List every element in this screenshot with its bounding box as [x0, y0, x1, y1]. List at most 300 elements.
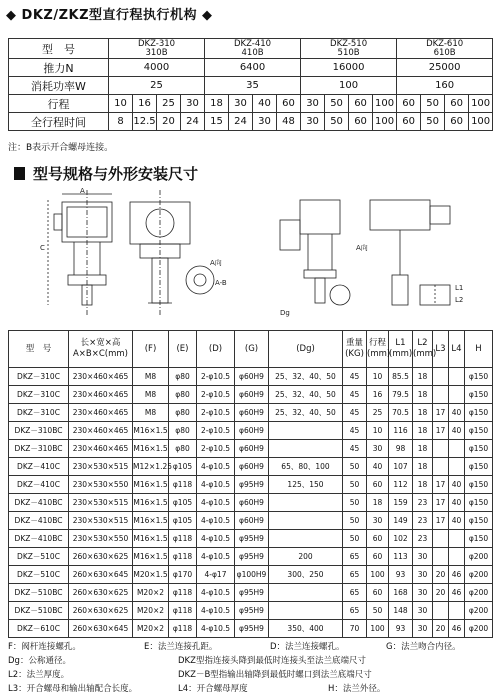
spec-stroke-cell: 60: [277, 95, 301, 113]
table-cell: 20: [433, 584, 449, 602]
table-cell: φ150: [465, 368, 493, 386]
dimension-header-cell: 行程 (mm): [367, 331, 389, 368]
table-cell: φ170: [169, 566, 197, 584]
spec-time-cell: 15: [205, 113, 229, 131]
table-cell: DKZ－410BC: [9, 512, 69, 530]
table-row: [9, 458, 493, 476]
table-cell: φ150: [465, 440, 493, 458]
table-cell: 230×460×465: [69, 386, 133, 404]
table-cell: φ105: [169, 458, 197, 476]
table-cell: 4-φ10.5: [197, 512, 235, 530]
table-cell: 2-φ10.5: [197, 404, 235, 422]
table-cell: 25: [367, 404, 389, 422]
table-cell: 30: [413, 548, 433, 566]
dimension-header-cell: 长×宽×高 A×B×C(mm): [69, 331, 133, 368]
table-cell: 112: [389, 476, 413, 494]
front-view-drawing: [48, 190, 112, 315]
table-cell: 10: [367, 422, 389, 440]
dimension-header-cell: L1 (mm): [389, 331, 413, 368]
table-cell: M16×1.5: [133, 422, 169, 440]
table-cell: DKZ－510BC: [9, 602, 69, 620]
table-cell: 18: [413, 404, 433, 422]
table-cell: 2-φ10.5: [197, 422, 235, 440]
table-cell: φ95H9: [235, 476, 269, 494]
table-cell: 46: [449, 584, 465, 602]
table-cell: φ200: [465, 566, 493, 584]
legend-l3: L3：开合螺母和输出轴配合长度。: [8, 684, 138, 694]
drawing-label-view: A向: [210, 259, 222, 267]
spec-power: 25: [109, 77, 205, 95]
legend-g: G：法兰吻合内径。: [386, 642, 461, 652]
table-cell: φ80: [169, 386, 197, 404]
spec-time-cell: 60: [445, 113, 469, 131]
drawing-label-dgb: Dg: [280, 309, 290, 317]
table-cell: 40: [449, 422, 465, 440]
spec-stroke-cell: 18: [205, 95, 229, 113]
table-cell: 149: [389, 512, 413, 530]
drawing-label-view-b: A向: [356, 244, 368, 252]
table-cell: φ150: [465, 422, 493, 440]
table-cell: 350、400: [269, 620, 343, 638]
table-cell: 23: [413, 512, 433, 530]
table-row: [9, 602, 493, 620]
table-cell: DKZ－410BC: [9, 494, 69, 512]
table-cell: φ150: [465, 386, 493, 404]
spec-stroke-cell: 60: [445, 95, 469, 113]
table-row: [9, 620, 493, 638]
table-cell: 260×630×625: [69, 548, 133, 566]
table-cell: 230×460×465: [69, 440, 133, 458]
right-view-drawing: [280, 200, 450, 305]
table-cell: φ118: [169, 530, 197, 548]
table-cell: φ200: [465, 548, 493, 566]
legend-l4: L4：开合螺母厚度: [178, 684, 248, 694]
spec-thrust: 6400: [205, 59, 301, 77]
dimension-header-row: [9, 331, 493, 368]
table-row: [9, 530, 493, 548]
table-cell: φ95H9: [235, 548, 269, 566]
table-cell: [433, 602, 449, 620]
table-cell: 65: [343, 602, 367, 620]
table-row: [9, 422, 493, 440]
table-cell: 4-φ10.5: [197, 602, 235, 620]
spec-time-cell: 60: [397, 113, 421, 131]
table-cell: 50: [343, 458, 367, 476]
table-cell: 79.5: [389, 386, 413, 404]
table-cell: [433, 458, 449, 476]
spec-stroke-cell: 30: [301, 95, 325, 113]
dimension-header-cell: 型 号: [9, 331, 69, 368]
table-cell: M8: [133, 404, 169, 422]
dimension-header-cell: (E): [169, 331, 197, 368]
table-cell: 46: [449, 620, 465, 638]
table-cell: 20: [433, 566, 449, 584]
table-cell: 4-φ10.5: [197, 584, 235, 602]
table-cell: DKZ－310C: [9, 386, 69, 404]
table-cell: 159: [389, 494, 413, 512]
table-cell: 98: [389, 440, 413, 458]
table-cell: φ150: [465, 404, 493, 422]
table-cell: 2-φ10.5: [197, 368, 235, 386]
table-cell: φ60H9: [235, 368, 269, 386]
table-cell: M20×1.5: [133, 566, 169, 584]
table-cell: 102: [389, 530, 413, 548]
table-cell: [449, 368, 465, 386]
spec-model: DKZ-510 510B: [301, 39, 397, 59]
spec-stroke-cell: 50: [421, 95, 445, 113]
table-cell: 18: [413, 476, 433, 494]
outline-drawings: [40, 187, 480, 325]
table-cell: 40: [449, 512, 465, 530]
spec-power: 35: [205, 77, 301, 95]
legend-l1-dkzb: DKZ－B型指输出轴降到最低时螺口到法兰底端尺寸: [178, 670, 372, 680]
table-cell: 4-φ10.5: [197, 530, 235, 548]
spec-time-cell: 24: [181, 113, 205, 131]
table-cell: 50: [367, 602, 389, 620]
spec-stroke-cell: 50: [325, 95, 349, 113]
table-cell: 60: [367, 530, 389, 548]
spec-time-cell: 30: [253, 113, 277, 131]
spec-time-cell: 12.5: [133, 113, 157, 131]
table-cell: 30: [413, 584, 433, 602]
table-cell: M20×2: [133, 584, 169, 602]
table-row: [9, 476, 493, 494]
table-cell: 300、250: [269, 566, 343, 584]
table-cell: 45: [343, 422, 367, 440]
table-cell: [269, 494, 343, 512]
table-row: [9, 584, 493, 602]
table-cell: 40: [449, 494, 465, 512]
spec-time-cell: 24: [229, 113, 253, 131]
legend: [8, 640, 492, 696]
table-cell: 25、32、40、50: [269, 404, 343, 422]
table-cell: 4-φ17: [197, 566, 235, 584]
table-cell: [433, 548, 449, 566]
table-cell: M16×1.5: [133, 512, 169, 530]
table-cell: [269, 440, 343, 458]
table-cell: DKZ－410C: [9, 458, 69, 476]
spec-stroke-cell: 30: [229, 95, 253, 113]
table-cell: [269, 530, 343, 548]
table-cell: DKZ－410C: [9, 476, 69, 494]
table-cell: DKZ－610C: [9, 620, 69, 638]
table-cell: 45: [343, 404, 367, 422]
dimension-header-cell: (G): [235, 331, 269, 368]
spec-thrust-label: 推力N: [9, 59, 109, 77]
table-row: [9, 386, 493, 404]
table-cell: 17: [433, 476, 449, 494]
table-cell: φ80: [169, 422, 197, 440]
section-title-text: 型号规格与外形安装尺寸: [33, 165, 199, 183]
table-cell: 4-φ10.5: [197, 620, 235, 638]
table-cell: 260×630×625: [69, 602, 133, 620]
table-cell: 18: [413, 458, 433, 476]
table-cell: 17: [433, 494, 449, 512]
table-cell: M16×1.5: [133, 476, 169, 494]
table-cell: φ150: [465, 494, 493, 512]
table-cell: M16×1.5: [133, 494, 169, 512]
legend-e: E：法兰连接孔距。: [144, 642, 218, 652]
table-row: [9, 440, 493, 458]
table-cell: 17: [433, 512, 449, 530]
table-cell: [269, 512, 343, 530]
table-cell: 85.5: [389, 368, 413, 386]
drawing-label-a: A: [80, 187, 85, 195]
table-cell: φ118: [169, 584, 197, 602]
dimension-header-cell: (Dg): [269, 331, 343, 368]
table-row: [9, 368, 493, 386]
dimension-header-cell: L3: [433, 331, 449, 368]
spec-stroke-cell: 60: [349, 95, 373, 113]
section-title: [14, 163, 198, 184]
table-cell: 230×460×465: [69, 368, 133, 386]
table-cell: 16: [367, 386, 389, 404]
table-cell: [449, 530, 465, 548]
table-cell: 2-φ10.5: [197, 440, 235, 458]
table-row: [9, 494, 493, 512]
table-cell: 168: [389, 584, 413, 602]
table-cell: DKZ－510C: [9, 566, 69, 584]
table-cell: φ80: [169, 404, 197, 422]
spec-time-label: 全行程时间: [9, 113, 109, 131]
table-cell: [269, 422, 343, 440]
drawing-label-c: C: [40, 244, 45, 252]
spec-time-cell: 60: [349, 113, 373, 131]
table-cell: 230×530×550: [69, 530, 133, 548]
spec-header-label: 型 号: [9, 39, 109, 59]
spec-model: DKZ-410 410B: [205, 39, 301, 59]
table-cell: 65: [343, 584, 367, 602]
table-cell: M16×1.5: [133, 440, 169, 458]
spec-stroke-label: 行程: [9, 95, 109, 113]
table-cell: 4-φ10.5: [197, 548, 235, 566]
table-cell: φ150: [465, 458, 493, 476]
legend-l2: L2：法兰厚度。: [8, 670, 70, 680]
table-cell: 30: [413, 566, 433, 584]
table-cell: φ60H9: [235, 404, 269, 422]
table-cell: φ95H9: [235, 602, 269, 620]
table-cell: 10: [367, 368, 389, 386]
table-cell: DKZ－310C: [9, 368, 69, 386]
table-cell: [449, 440, 465, 458]
table-cell: 230×530×515: [69, 494, 133, 512]
table-cell: 50: [343, 494, 367, 512]
spec-model: DKZ-610 610B: [397, 39, 493, 59]
table-cell: φ150: [465, 476, 493, 494]
table-cell: 50: [343, 476, 367, 494]
table-cell: 230×460×465: [69, 422, 133, 440]
table-cell: M8: [133, 368, 169, 386]
table-cell: M20×2: [133, 620, 169, 638]
table-cell: 50: [343, 530, 367, 548]
spec-time-cell: 50: [325, 113, 349, 131]
table-cell: 45: [343, 440, 367, 458]
spec-time-cell: 48: [277, 113, 301, 131]
table-cell: φ60H9: [235, 512, 269, 530]
table-cell: 17: [433, 422, 449, 440]
spec-stroke-cell: 60: [397, 95, 421, 113]
table-cell: 30: [413, 620, 433, 638]
table-cell: 30: [367, 512, 389, 530]
dimension-header-cell: L4: [449, 331, 465, 368]
table-cell: 30: [367, 440, 389, 458]
table-cell: φ95H9: [235, 584, 269, 602]
table-cell: 100: [367, 620, 389, 638]
table-row: [9, 548, 493, 566]
table-cell: [449, 548, 465, 566]
table-cell: 4-φ10.5: [197, 476, 235, 494]
table-cell: φ118: [169, 602, 197, 620]
table-cell: φ60H9: [235, 458, 269, 476]
table-cell: 40: [449, 404, 465, 422]
square-bullet-icon: [14, 167, 25, 180]
table-cell: [433, 368, 449, 386]
spec-stroke-cell: 100: [469, 95, 493, 113]
spec-power: 160: [397, 77, 493, 95]
table-cell: 40: [367, 458, 389, 476]
table-cell: 60: [367, 476, 389, 494]
table-cell: φ150: [465, 530, 493, 548]
table-cell: M20×2: [133, 602, 169, 620]
table-cell: DKZ－310BC: [9, 422, 69, 440]
table-cell: φ80: [169, 440, 197, 458]
table-cell: φ200: [465, 602, 493, 620]
spec-stroke-cell: 16: [133, 95, 157, 113]
spec-time-cell: 50: [421, 113, 445, 131]
table-row: [9, 566, 493, 584]
table-cell: φ118: [169, 548, 197, 566]
spec-power-label: 消耗功率W: [9, 77, 109, 95]
table-cell: 23: [413, 494, 433, 512]
drawing-label-l2: L2: [455, 296, 464, 304]
table-cell: φ118: [169, 620, 197, 638]
spec-time-cell: 30: [301, 113, 325, 131]
table-cell: φ60H9: [235, 440, 269, 458]
spec-stroke-cell: 100: [373, 95, 397, 113]
spec-thrust: 25000: [397, 59, 493, 77]
table-cell: [449, 386, 465, 404]
table-cell: 30: [413, 602, 433, 620]
table-cell: 60: [367, 584, 389, 602]
table-cell: φ200: [465, 584, 493, 602]
table-note: 注：B表示开合螺母连接。: [8, 143, 114, 153]
table-cell: 100: [367, 566, 389, 584]
table-cell: [269, 584, 343, 602]
spec-time-cell: 100: [373, 113, 397, 131]
table-cell: 25、32、40、50: [269, 386, 343, 404]
table-cell: 70: [343, 620, 367, 638]
table-cell: DKZ－310BC: [9, 440, 69, 458]
table-cell: DKZ－410BC: [9, 530, 69, 548]
table-cell: 20: [433, 620, 449, 638]
dimension-header-cell: (D): [197, 331, 235, 368]
table-cell: 45: [343, 386, 367, 404]
table-cell: M16×1.5: [133, 548, 169, 566]
table-row: [9, 404, 493, 422]
table-cell: φ118: [169, 476, 197, 494]
table-cell: 25、32、40、50: [269, 368, 343, 386]
dimension-header-cell: H: [465, 331, 493, 368]
spec-stroke-cell: 25: [157, 95, 181, 113]
table-cell: 148: [389, 602, 413, 620]
table-cell: 200: [269, 548, 343, 566]
table-cell: 2-φ10.5: [197, 386, 235, 404]
drawing-label-l1: L1: [455, 284, 464, 292]
table-cell: 260×630×645: [69, 566, 133, 584]
table-cell: 260×630×625: [69, 584, 133, 602]
table-cell: 116: [389, 422, 413, 440]
table-cell: [433, 530, 449, 548]
table-cell: 18: [367, 494, 389, 512]
table-cell: 107: [389, 458, 413, 476]
table-cell: φ95H9: [235, 620, 269, 638]
table-cell: φ80: [169, 368, 197, 386]
spec-power: 100: [301, 77, 397, 95]
legend-dg: Dg：公称通径。: [8, 656, 71, 666]
table-cell: [433, 386, 449, 404]
table-cell: 65、80、100: [269, 458, 343, 476]
table-cell: 17: [433, 404, 449, 422]
legend-h: H：法兰外径。: [328, 684, 386, 694]
table-cell: 65: [343, 566, 367, 584]
spec-stroke-cell: 30: [181, 95, 205, 113]
spec-time-cell: 20: [157, 113, 181, 131]
spec-thrust: 4000: [109, 59, 205, 77]
table-cell: 45: [343, 368, 367, 386]
table-cell: φ150: [465, 512, 493, 530]
table-cell: 93: [389, 566, 413, 584]
table-cell: [449, 602, 465, 620]
table-cell: 230×460×465: [69, 404, 133, 422]
table-cell: 46: [449, 566, 465, 584]
table-cell: 4-φ10.5: [197, 458, 235, 476]
table-cell: 113: [389, 548, 413, 566]
table-cell: φ95H9: [235, 530, 269, 548]
spec-time-cell: 100: [469, 113, 493, 131]
table-cell: 4-φ10.5: [197, 494, 235, 512]
table-row: [9, 512, 493, 530]
table-cell: 93: [389, 620, 413, 638]
page-title: ◆ DKZ/ZKZ型直行程执行机构 ◆: [6, 8, 213, 23]
spec-model: DKZ-310 310B: [109, 39, 205, 59]
table-cell: φ60H9: [235, 494, 269, 512]
table-cell: 18: [413, 386, 433, 404]
table-cell: [449, 458, 465, 476]
spec-stroke-cell: 40: [253, 95, 277, 113]
table-cell: DKZ－510C: [9, 548, 69, 566]
table-cell: 60: [367, 548, 389, 566]
table-cell: 230×530×515: [69, 512, 133, 530]
table-cell: φ200: [465, 620, 493, 638]
legend-d: D：法兰连接螺孔。: [270, 642, 345, 652]
dimension-table: [8, 330, 493, 638]
table-cell: φ105: [169, 494, 197, 512]
table-cell: φ60H9: [235, 386, 269, 404]
table-cell: [269, 602, 343, 620]
table-cell: 23: [413, 530, 433, 548]
table-cell: M12×1.25: [133, 458, 169, 476]
legend-f: F：阀杆连接螺孔。: [8, 642, 81, 652]
table-cell: 125、150: [269, 476, 343, 494]
dimension-header-cell: 重量 (KG): [343, 331, 367, 368]
spec-table: [8, 38, 493, 131]
table-cell: φ100H9: [235, 566, 269, 584]
spec-time-cell: 8: [109, 113, 133, 131]
table-cell: M8: [133, 386, 169, 404]
table-cell: φ105: [169, 512, 197, 530]
table-cell: φ60H9: [235, 422, 269, 440]
table-cell: M16×1.5: [133, 530, 169, 548]
